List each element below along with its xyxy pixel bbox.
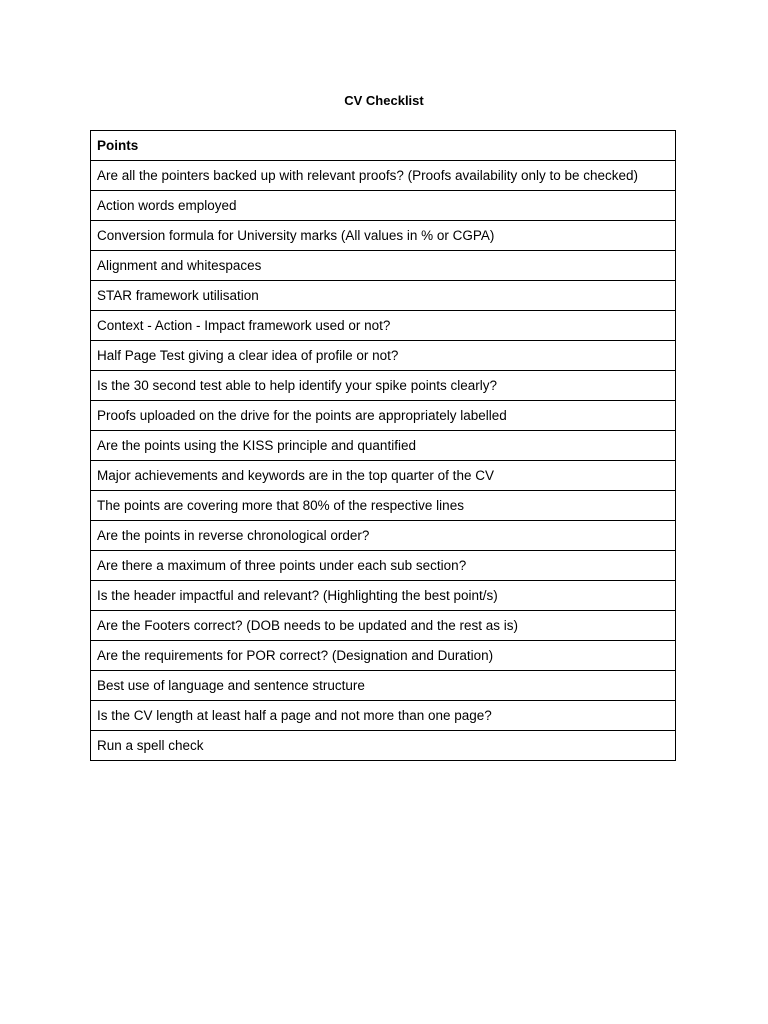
table-row — [91, 251, 676, 281]
checklist-item: Major achievements and keywords are in the top quarter of the CV — [91, 461, 676, 491]
checklist-item: Are the Footers correct? (DOB needs to be updated and the rest as is) — [91, 611, 676, 641]
checklist-item: Best use of language and sentence structure — [91, 671, 676, 701]
table-row — [91, 311, 676, 341]
table-row — [91, 671, 676, 701]
table-row — [91, 401, 676, 431]
checklist-item: Action words employed — [91, 191, 676, 221]
table-row — [91, 641, 676, 671]
checklist-item: Conversion formula for University marks (All values in % or CGPA) — [91, 221, 676, 251]
table-row — [91, 701, 676, 731]
checklist-item: STAR framework utilisation — [91, 281, 676, 311]
table-row — [91, 431, 676, 461]
table-row — [91, 191, 676, 221]
checklist-item: Context - Action - Impact framework used or not? — [91, 311, 676, 341]
table-row — [91, 461, 676, 491]
checklist-item: Is the header impactful and relevant? (Highlighting the best point/s) — [91, 581, 676, 611]
table-row — [91, 521, 676, 551]
table-row — [91, 221, 676, 251]
table-row — [91, 551, 676, 581]
table-header-row — [91, 131, 676, 161]
checklist-item: Proofs uploaded on the drive for the points are appropriately labelled — [91, 401, 676, 431]
table-row — [91, 611, 676, 641]
checklist-item: The points are covering more that 80% of the respective lines — [91, 491, 676, 521]
checklist-item: Are the requirements for POR correct? (Designation and Duration) — [91, 641, 676, 671]
table-row — [91, 731, 676, 761]
table-row — [91, 491, 676, 521]
checklist-item: Is the CV length at least half a page and not more than one page? — [91, 701, 676, 731]
checklist-item: Are there a maximum of three points under each sub section? — [91, 551, 676, 581]
table-row — [91, 581, 676, 611]
table-row — [91, 341, 676, 371]
checklist-item: Half Page Test giving a clear idea of profile or not? — [91, 341, 676, 371]
page-title: CV Checklist — [344, 93, 424, 108]
table-row — [91, 281, 676, 311]
checklist-item: Are all the pointers backed up with relevant proofs? (Proofs availability only to be checked) — [91, 161, 676, 191]
column-header-points: Points — [91, 131, 676, 161]
checklist-table — [90, 130, 676, 761]
checklist-item: Run a spell check — [91, 731, 676, 761]
table-row — [91, 161, 676, 191]
table-row — [91, 371, 676, 401]
checklist-item: Are the points using the KISS principle and quantified — [91, 431, 676, 461]
checklist-item: Alignment and whitespaces — [91, 251, 676, 281]
checklist-item: Are the points in reverse chronological order? — [91, 521, 676, 551]
checklist-item: Is the 30 second test able to help identify your spike points clearly? — [91, 371, 676, 401]
